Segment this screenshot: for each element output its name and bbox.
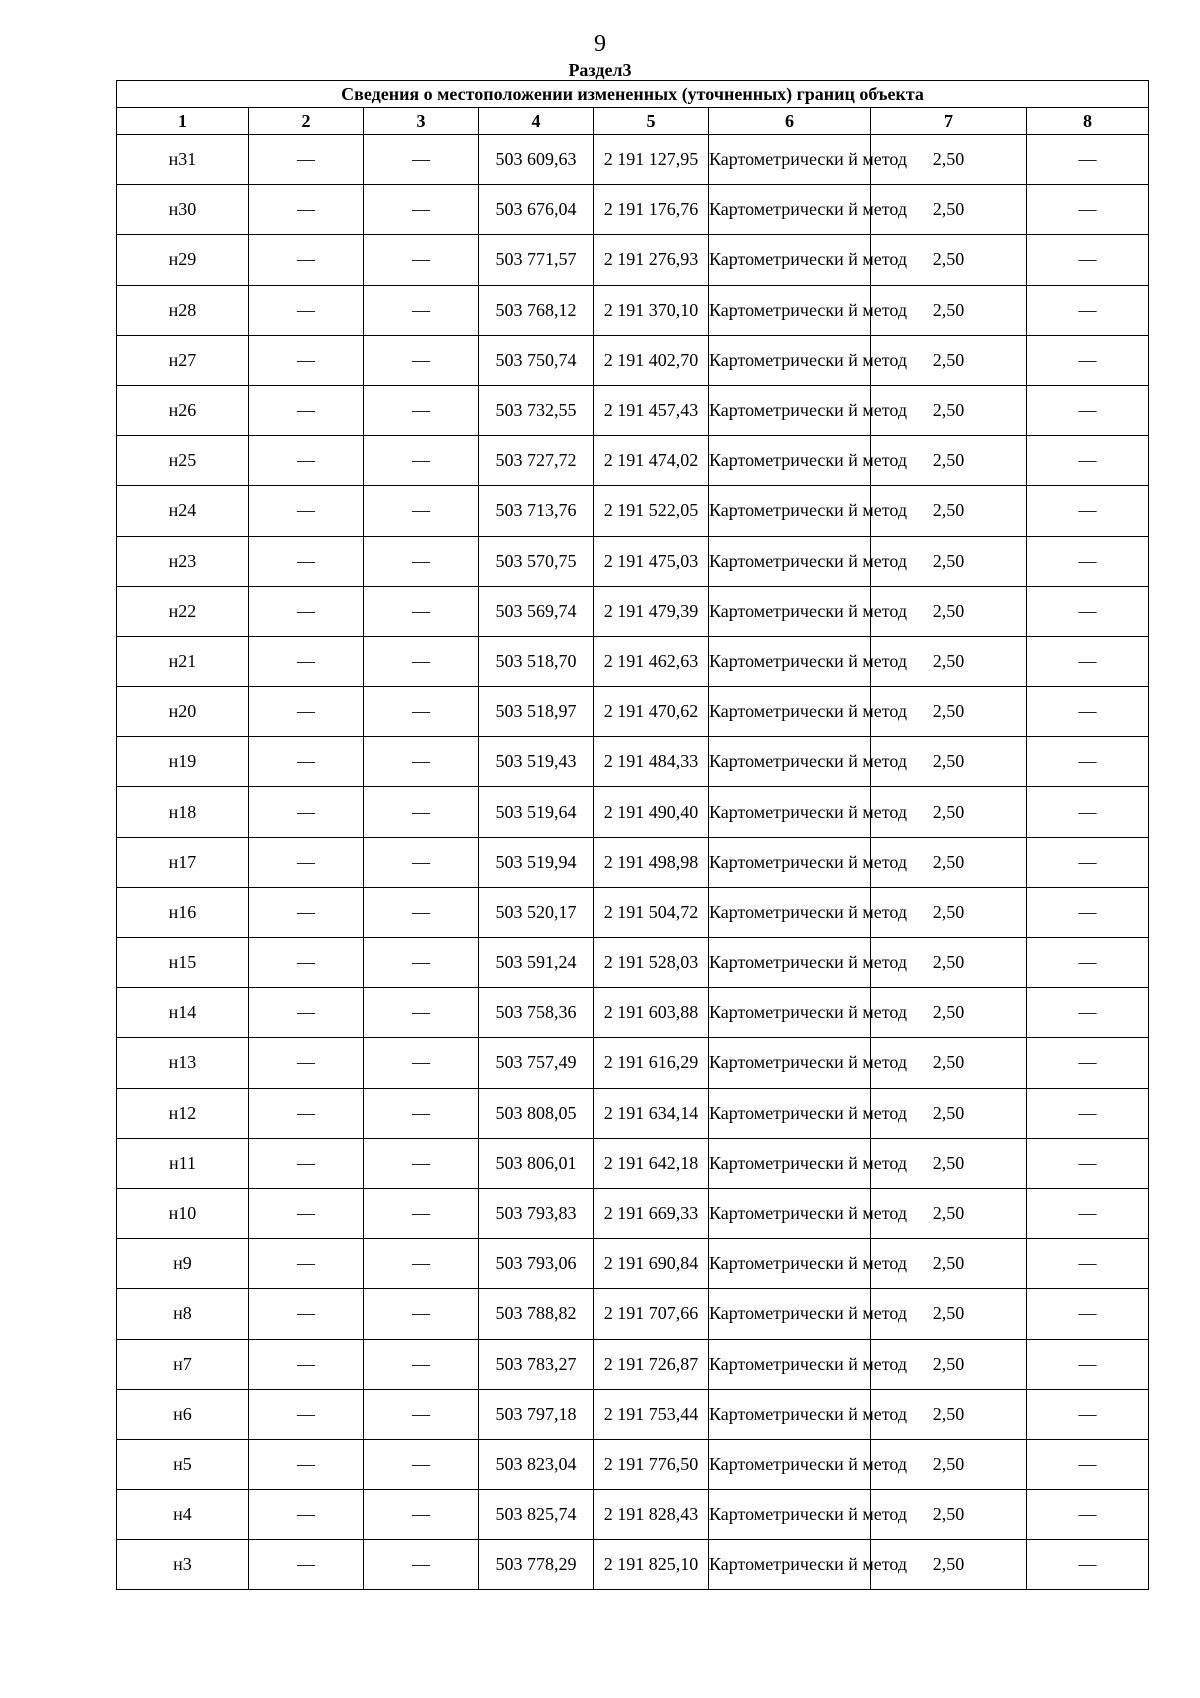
coordinate-x-cell: 503 793,83 xyxy=(479,1188,594,1238)
point-number-cell: н17 xyxy=(117,837,249,887)
coordinate-x-cell: 503 750,74 xyxy=(479,335,594,385)
coordinate-y-cell: 2 191 484,33 xyxy=(594,737,709,787)
table-row xyxy=(117,185,1149,235)
dash-cell: — xyxy=(249,1138,364,1188)
coordinate-x-cell: 503 783,27 xyxy=(479,1339,594,1389)
coordinate-y-cell: 2 191 498,98 xyxy=(594,837,709,887)
coordinate-y-cell: 2 191 276,93 xyxy=(594,235,709,285)
coordinate-y-cell: 2 191 776,50 xyxy=(594,1439,709,1489)
point-number-cell: н24 xyxy=(117,486,249,536)
dash-cell: — xyxy=(249,787,364,837)
column-header: 8 xyxy=(1027,108,1149,135)
accuracy-cell: 2,50 xyxy=(871,887,1027,937)
method-cell: Картометрически й метод xyxy=(709,837,871,887)
dash-cell: — xyxy=(249,135,364,185)
dash-cell: — xyxy=(364,1490,479,1540)
table-row xyxy=(117,1289,1149,1339)
table-row xyxy=(117,988,1149,1038)
method-cell: Картометрически й метод xyxy=(709,335,871,385)
point-number-cell: н26 xyxy=(117,385,249,435)
coordinates-table xyxy=(116,80,1149,1590)
table-row xyxy=(117,636,1149,686)
point-number-cell: н15 xyxy=(117,938,249,988)
dash-cell: — xyxy=(364,837,479,887)
coordinate-y-cell: 2 191 726,87 xyxy=(594,1339,709,1389)
method-cell: Картометрически й метод xyxy=(709,1188,871,1238)
dash-cell: — xyxy=(364,1038,479,1088)
coordinate-x-cell: 503 797,18 xyxy=(479,1389,594,1439)
dash-cell: — xyxy=(364,285,479,335)
dash-cell: — xyxy=(1027,335,1149,385)
method-cell: Картометрически й метод xyxy=(709,586,871,636)
coordinate-x-cell: 503 519,64 xyxy=(479,787,594,837)
dash-cell: — xyxy=(249,385,364,435)
dash-cell: — xyxy=(1027,385,1149,435)
coordinate-x-cell: 503 570,75 xyxy=(479,536,594,586)
table-row xyxy=(117,938,1149,988)
dash-cell: — xyxy=(1027,1138,1149,1188)
coordinate-x-cell: 503 569,74 xyxy=(479,586,594,636)
point-number-cell: н7 xyxy=(117,1339,249,1389)
table-body xyxy=(117,135,1149,1590)
dash-cell: — xyxy=(249,335,364,385)
table-row xyxy=(117,737,1149,787)
coordinate-x-cell: 503 676,04 xyxy=(479,185,594,235)
dash-cell: — xyxy=(1027,1289,1149,1339)
accuracy-cell: 2,50 xyxy=(871,1038,1027,1088)
point-number-cell: н6 xyxy=(117,1389,249,1439)
method-cell: Картометрически й метод xyxy=(709,988,871,1038)
coordinate-y-cell: 2 191 462,63 xyxy=(594,636,709,686)
section-label: Раздел3 xyxy=(568,60,632,80)
dash-cell: — xyxy=(1027,1389,1149,1439)
point-number-cell: н16 xyxy=(117,887,249,937)
coordinate-y-cell: 2 191 479,39 xyxy=(594,586,709,636)
table-row xyxy=(117,335,1149,385)
coordinate-y-cell: 2 191 475,03 xyxy=(594,536,709,586)
method-cell: Картометрически й метод xyxy=(709,887,871,937)
dash-cell: — xyxy=(364,1088,479,1138)
dash-cell: — xyxy=(249,285,364,335)
coordinate-y-cell: 2 191 828,43 xyxy=(594,1490,709,1540)
dash-cell: — xyxy=(249,887,364,937)
accuracy-cell: 2,50 xyxy=(871,335,1027,385)
dash-cell: — xyxy=(364,1188,479,1238)
dash-cell: — xyxy=(1027,687,1149,737)
coordinate-x-cell: 503 518,70 xyxy=(479,636,594,686)
accuracy-cell: 2,50 xyxy=(871,988,1027,1038)
table-row xyxy=(117,1540,1149,1590)
point-number-cell: н14 xyxy=(117,988,249,1038)
coordinate-y-cell: 2 191 504,72 xyxy=(594,887,709,937)
accuracy-cell: 2,50 xyxy=(871,636,1027,686)
accuracy-cell: 2,50 xyxy=(871,1239,1027,1289)
method-cell: Картометрически й метод xyxy=(709,1389,871,1439)
coordinate-y-cell: 2 191 457,43 xyxy=(594,385,709,435)
method-cell: Картометрически й метод xyxy=(709,1038,871,1088)
dash-cell: — xyxy=(364,185,479,235)
table-row xyxy=(117,1239,1149,1289)
coordinate-y-cell: 2 191 642,18 xyxy=(594,1138,709,1188)
dash-cell: — xyxy=(1027,1088,1149,1138)
dash-cell: — xyxy=(249,636,364,686)
dash-cell: — xyxy=(249,1439,364,1489)
dash-cell: — xyxy=(1027,887,1149,937)
dash-cell: — xyxy=(1027,1540,1149,1590)
dash-cell: — xyxy=(249,737,364,787)
column-header: 6 xyxy=(709,108,871,135)
accuracy-cell: 2,50 xyxy=(871,938,1027,988)
dash-cell: — xyxy=(1027,285,1149,335)
column-header-row xyxy=(117,108,1149,135)
method-cell: Картометрически й метод xyxy=(709,1289,871,1339)
table-row xyxy=(117,385,1149,435)
table-row xyxy=(117,1389,1149,1439)
table-row xyxy=(117,887,1149,937)
column-header: 2 xyxy=(249,108,364,135)
coordinate-y-cell: 2 191 669,33 xyxy=(594,1188,709,1238)
dash-cell: — xyxy=(1027,185,1149,235)
coordinate-x-cell: 503 788,82 xyxy=(479,1289,594,1339)
coordinate-x-cell: 503 518,97 xyxy=(479,687,594,737)
dash-cell: — xyxy=(1027,235,1149,285)
method-cell: Картометрически й метод xyxy=(709,486,871,536)
method-cell: Картометрически й метод xyxy=(709,687,871,737)
coordinate-x-cell: 503 519,43 xyxy=(479,737,594,787)
accuracy-cell: 2,50 xyxy=(871,285,1027,335)
coordinate-x-cell: 503 808,05 xyxy=(479,1088,594,1138)
dash-cell: — xyxy=(364,486,479,536)
dash-cell: — xyxy=(364,1239,479,1289)
coordinate-y-cell: 2 191 522,05 xyxy=(594,486,709,536)
accuracy-cell: 2,50 xyxy=(871,837,1027,887)
point-number-cell: н3 xyxy=(117,1540,249,1590)
accuracy-cell: 2,50 xyxy=(871,486,1027,536)
accuracy-cell: 2,50 xyxy=(871,1389,1027,1439)
table-row xyxy=(117,1188,1149,1238)
coordinate-y-cell: 2 191 474,02 xyxy=(594,436,709,486)
table-row xyxy=(117,285,1149,335)
table-row xyxy=(117,837,1149,887)
method-cell: Картометрически й метод xyxy=(709,1088,871,1138)
method-cell: Картометрически й метод xyxy=(709,636,871,686)
method-cell: Картометрически й метод xyxy=(709,536,871,586)
dash-cell: — xyxy=(249,938,364,988)
dash-cell: — xyxy=(249,687,364,737)
method-cell: Картометрически й метод xyxy=(709,1490,871,1540)
method-cell: Картометрически й метод xyxy=(709,1540,871,1590)
dash-cell: — xyxy=(364,436,479,486)
dash-cell: — xyxy=(249,185,364,235)
dash-cell: — xyxy=(249,1289,364,1339)
point-number-cell: н4 xyxy=(117,1490,249,1540)
point-number-cell: н28 xyxy=(117,285,249,335)
column-header: 5 xyxy=(594,108,709,135)
dash-cell: — xyxy=(249,988,364,1038)
column-header: 7 xyxy=(871,108,1027,135)
dash-cell: — xyxy=(1027,486,1149,536)
point-number-cell: н22 xyxy=(117,586,249,636)
dash-cell: — xyxy=(249,1088,364,1138)
coordinate-x-cell: 503 806,01 xyxy=(479,1138,594,1188)
point-number-cell: н29 xyxy=(117,235,249,285)
accuracy-cell: 2,50 xyxy=(871,586,1027,636)
coordinate-x-cell: 503 519,94 xyxy=(479,837,594,887)
coordinate-y-cell: 2 191 634,14 xyxy=(594,1088,709,1138)
dash-cell: — xyxy=(249,486,364,536)
dash-cell: — xyxy=(364,1540,479,1590)
dash-cell: — xyxy=(1027,135,1149,185)
dash-cell: — xyxy=(249,1038,364,1088)
table-row xyxy=(117,235,1149,285)
dash-cell: — xyxy=(1027,1339,1149,1389)
dash-cell: — xyxy=(364,988,479,1038)
point-number-cell: н8 xyxy=(117,1289,249,1339)
table-row xyxy=(117,1490,1149,1540)
coordinate-y-cell: 2 191 707,66 xyxy=(594,1289,709,1339)
coordinate-x-cell: 503 609,63 xyxy=(479,135,594,185)
point-number-cell: н30 xyxy=(117,185,249,235)
accuracy-cell: 2,50 xyxy=(871,436,1027,486)
coordinate-x-cell: 503 520,17 xyxy=(479,887,594,937)
table-row xyxy=(117,787,1149,837)
point-number-cell: н5 xyxy=(117,1439,249,1489)
dash-cell: — xyxy=(1027,536,1149,586)
column-header: 1 xyxy=(117,108,249,135)
method-cell: Картометрически й метод xyxy=(709,235,871,285)
accuracy-cell: 2,50 xyxy=(871,135,1027,185)
point-number-cell: н27 xyxy=(117,335,249,385)
table-row xyxy=(117,536,1149,586)
table-row xyxy=(117,1439,1149,1489)
coordinate-x-cell: 503 758,36 xyxy=(479,988,594,1038)
point-number-cell: н13 xyxy=(117,1038,249,1088)
coordinate-y-cell: 2 191 127,95 xyxy=(594,135,709,185)
method-cell: Картометрически й метод xyxy=(709,1138,871,1188)
dash-cell: — xyxy=(364,135,479,185)
dash-cell: — xyxy=(249,586,364,636)
method-cell: Картометрически й метод xyxy=(709,1239,871,1289)
table-row xyxy=(117,135,1149,185)
dash-cell: — xyxy=(249,1339,364,1389)
table-row xyxy=(117,486,1149,536)
coordinate-x-cell: 503 768,12 xyxy=(479,285,594,335)
coordinate-x-cell: 503 825,74 xyxy=(479,1490,594,1540)
dash-cell: — xyxy=(249,536,364,586)
accuracy-cell: 2,50 xyxy=(871,1188,1027,1238)
coordinate-x-cell: 503 591,24 xyxy=(479,938,594,988)
dash-cell: — xyxy=(364,1339,479,1389)
dash-cell: — xyxy=(1027,988,1149,1038)
accuracy-cell: 2,50 xyxy=(871,1138,1027,1188)
dash-cell: — xyxy=(364,636,479,686)
accuracy-cell: 2,50 xyxy=(871,235,1027,285)
dash-cell: — xyxy=(249,837,364,887)
table-row xyxy=(117,687,1149,737)
table-row xyxy=(117,1138,1149,1188)
point-number-cell: н25 xyxy=(117,436,249,486)
coordinate-y-cell: 2 191 528,03 xyxy=(594,938,709,988)
method-cell: Картометрически й метод xyxy=(709,385,871,435)
table-row xyxy=(117,436,1149,486)
dash-cell: — xyxy=(364,787,479,837)
method-cell: Картометрически й метод xyxy=(709,436,871,486)
coordinate-x-cell: 503 778,29 xyxy=(479,1540,594,1590)
point-number-cell: н12 xyxy=(117,1088,249,1138)
dash-cell: — xyxy=(364,385,479,435)
dash-cell: — xyxy=(249,235,364,285)
table-row xyxy=(117,1088,1149,1138)
method-cell: Картометрически й метод xyxy=(709,787,871,837)
method-cell: Картометрически й метод xyxy=(709,938,871,988)
table-row xyxy=(117,586,1149,636)
dash-cell: — xyxy=(364,1289,479,1339)
dash-cell: — xyxy=(1027,586,1149,636)
point-number-cell: н9 xyxy=(117,1239,249,1289)
method-cell: Картометрически й метод xyxy=(709,1439,871,1489)
page-number: 9 xyxy=(594,31,606,57)
table-row xyxy=(117,1038,1149,1088)
coordinate-y-cell: 2 191 470,62 xyxy=(594,687,709,737)
dash-cell: — xyxy=(249,436,364,486)
accuracy-cell: 2,50 xyxy=(871,1339,1027,1389)
dash-cell: — xyxy=(364,1439,479,1489)
coordinate-y-cell: 2 191 176,76 xyxy=(594,185,709,235)
dash-cell: — xyxy=(364,687,479,737)
method-cell: Картометрически й метод xyxy=(709,285,871,335)
point-number-cell: н21 xyxy=(117,636,249,686)
dash-cell: — xyxy=(364,235,479,285)
dash-cell: — xyxy=(1027,787,1149,837)
coordinate-x-cell: 503 732,55 xyxy=(479,385,594,435)
method-cell: Картометрически й метод xyxy=(709,135,871,185)
point-number-cell: н31 xyxy=(117,135,249,185)
column-header: 3 xyxy=(364,108,479,135)
coordinate-x-cell: 503 727,72 xyxy=(479,436,594,486)
dash-cell: — xyxy=(1027,1188,1149,1238)
table-caption: Сведения о местоположении измененных (уточненных) границ объекта xyxy=(117,81,1149,108)
dash-cell: — xyxy=(1027,737,1149,787)
point-number-cell: н23 xyxy=(117,536,249,586)
dash-cell: — xyxy=(364,1389,479,1439)
accuracy-cell: 2,50 xyxy=(871,1289,1027,1339)
point-number-cell: н18 xyxy=(117,787,249,837)
coordinate-x-cell: 503 793,06 xyxy=(479,1239,594,1289)
dash-cell: — xyxy=(364,938,479,988)
dash-cell: — xyxy=(1027,1439,1149,1489)
dash-cell: — xyxy=(1027,938,1149,988)
coordinate-x-cell: 503 713,76 xyxy=(479,486,594,536)
column-header: 4 xyxy=(479,108,594,135)
dash-cell: — xyxy=(249,1188,364,1238)
dash-cell: — xyxy=(1027,1038,1149,1088)
dash-cell: — xyxy=(249,1389,364,1439)
dash-cell: — xyxy=(364,536,479,586)
point-number-cell: н20 xyxy=(117,687,249,737)
coordinate-y-cell: 2 191 370,10 xyxy=(594,285,709,335)
table-row xyxy=(117,1339,1149,1389)
point-number-cell: н10 xyxy=(117,1188,249,1238)
dash-cell: — xyxy=(364,586,479,636)
coordinate-y-cell: 2 191 402,70 xyxy=(594,335,709,385)
dash-cell: — xyxy=(249,1490,364,1540)
dash-cell: — xyxy=(1027,1239,1149,1289)
method-cell: Картометрически й метод xyxy=(709,185,871,235)
point-number-cell: н11 xyxy=(117,1138,249,1188)
coordinate-y-cell: 2 191 490,40 xyxy=(594,787,709,837)
dash-cell: — xyxy=(364,335,479,385)
accuracy-cell: 2,50 xyxy=(871,1088,1027,1138)
dash-cell: — xyxy=(249,1239,364,1289)
dash-cell: — xyxy=(364,887,479,937)
dash-cell: — xyxy=(1027,1490,1149,1540)
coordinate-y-cell: 2 191 753,44 xyxy=(594,1389,709,1439)
accuracy-cell: 2,50 xyxy=(871,1490,1027,1540)
accuracy-cell: 2,50 xyxy=(871,536,1027,586)
method-cell: Картометрически й метод xyxy=(709,737,871,787)
coordinate-x-cell: 503 771,57 xyxy=(479,235,594,285)
dash-cell: — xyxy=(1027,436,1149,486)
accuracy-cell: 2,50 xyxy=(871,737,1027,787)
dash-cell: — xyxy=(364,737,479,787)
accuracy-cell: 2,50 xyxy=(871,385,1027,435)
dash-cell: — xyxy=(364,1138,479,1188)
dash-cell: — xyxy=(1027,837,1149,887)
coordinate-y-cell: 2 191 825,10 xyxy=(594,1540,709,1590)
dash-cell: — xyxy=(249,1540,364,1590)
coordinate-y-cell: 2 191 603,88 xyxy=(594,988,709,1038)
accuracy-cell: 2,50 xyxy=(871,1540,1027,1590)
method-cell: Картометрически й метод xyxy=(709,1339,871,1389)
dash-cell: — xyxy=(1027,636,1149,686)
point-number-cell: н19 xyxy=(117,737,249,787)
coordinate-y-cell: 2 191 616,29 xyxy=(594,1038,709,1088)
coordinate-x-cell: 503 823,04 xyxy=(479,1439,594,1489)
accuracy-cell: 2,50 xyxy=(871,1439,1027,1489)
accuracy-cell: 2,50 xyxy=(871,687,1027,737)
coordinate-x-cell: 503 757,49 xyxy=(479,1038,594,1088)
accuracy-cell: 2,50 xyxy=(871,185,1027,235)
accuracy-cell: 2,50 xyxy=(871,787,1027,837)
coordinate-y-cell: 2 191 690,84 xyxy=(594,1239,709,1289)
